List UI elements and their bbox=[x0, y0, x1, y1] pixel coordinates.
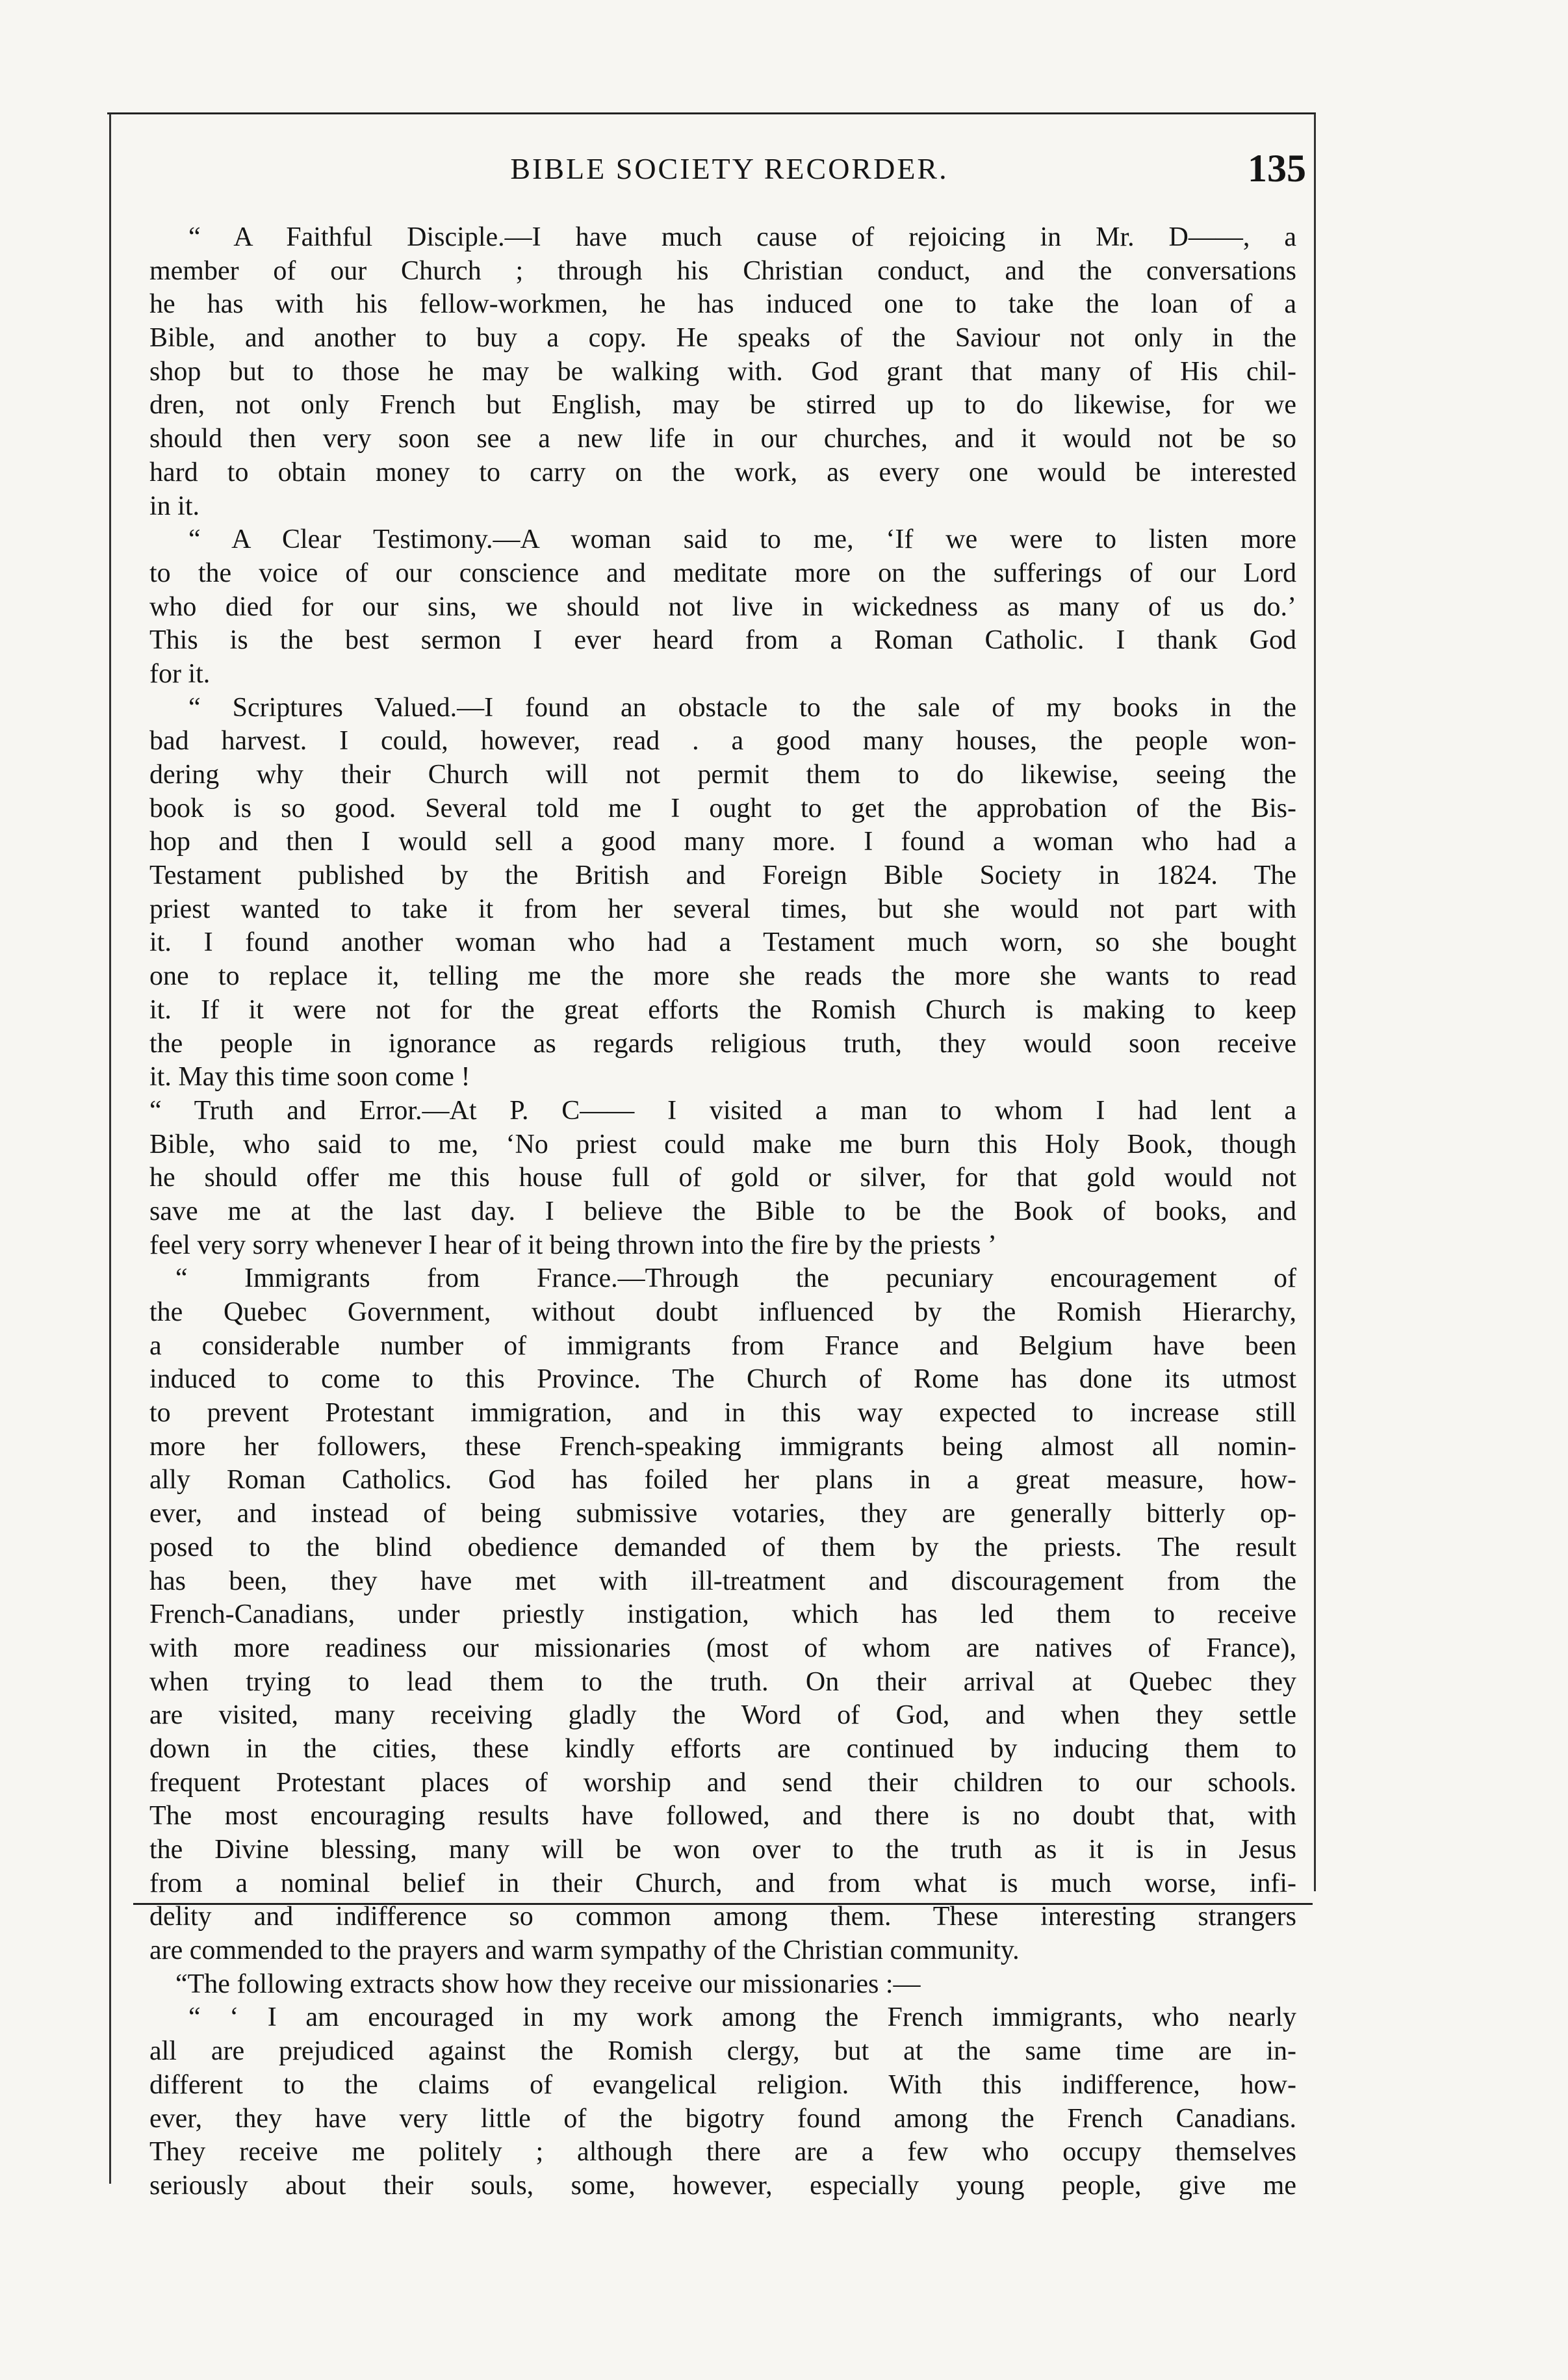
text-line: frequent Protestant places of worship and send their children to our schools. bbox=[149, 1767, 1296, 1798]
text-line: it. May this time soon come ! bbox=[149, 1062, 470, 1093]
text-line: hop and then I would sell a good many more. I found a woman who had a bbox=[149, 827, 1296, 857]
text-line: with more readiness our missionaries (most of whom are natives of France), bbox=[149, 1633, 1296, 1663]
text-line: dren, not only French but English, may be stirred up to do likewise, for we bbox=[149, 390, 1296, 420]
text-line: “ A Faithful Disciple.—I have much cause of rejoicing in Mr. D——, a bbox=[188, 222, 1296, 252]
page-frame-right-edge bbox=[1314, 114, 1316, 1891]
text-line: different to the claims of evangelical religion. With this indifference, how- bbox=[149, 2069, 1296, 2100]
text-line: in it. bbox=[149, 491, 200, 521]
text-line: save me at the last day. I believe the Bible to be the Book of books, and bbox=[149, 1196, 1296, 1226]
text-line: member of our Church ; through his Christian conduct, and the conversations bbox=[149, 255, 1296, 286]
text-line: to the voice of our conscience and meditate more on the sufferings of our Lord bbox=[149, 558, 1296, 588]
text-line: are visited, many receiving gladly the Word of God, and when they settle bbox=[149, 1700, 1296, 1731]
text-line: bad harvest. I could, however, read . a good many houses, the people won- bbox=[149, 726, 1296, 757]
page-frame-left-edge bbox=[109, 114, 111, 2184]
text-line: should then very soon see a new life in our churches, and it would not be so bbox=[149, 424, 1296, 454]
text-line: “ Truth and Error.—At P. C—— I visited a man to whom I had lent a bbox=[149, 1095, 1296, 1126]
text-line: all are prejudiced against the Romish clergy, but at the same time are in- bbox=[149, 2036, 1296, 2067]
page-header bbox=[153, 146, 1306, 198]
text-line: This is the best sermon I ever heard from a Roman Catholic. I thank God bbox=[149, 625, 1296, 656]
text-line: Bible, who said to me, ‘No priest could make me burn this Holy Book, though bbox=[149, 1129, 1296, 1159]
text-line: “ Scriptures Valued.—I found an obstacle to the sale of my books in the bbox=[188, 692, 1296, 723]
text-line: it. If it were not for the great efforts the Romish Church is making to keep bbox=[149, 994, 1296, 1025]
body-text bbox=[149, 221, 1296, 2203]
text-line: it. I found another woman who had a Testament much worn, so she bought bbox=[149, 927, 1296, 958]
text-line: more her followers, these French-speaking immigrants being almost all nomin- bbox=[149, 1431, 1296, 1462]
text-line: the people in ignorance as regards religious truth, they would soon receive bbox=[149, 1028, 1296, 1059]
text-line: hard to obtain money to carry on the work, as every one would be interested bbox=[149, 457, 1296, 487]
text-line: “ A Clear Testimony.—A woman said to me, ‘If we were to listen more bbox=[188, 524, 1296, 555]
text-line: Testament published by the British and Foreign Bible Society in 1824. The bbox=[149, 860, 1296, 891]
text-line: the Divine blessing, many will be won over to the truth as it is in Jesus bbox=[149, 1835, 1296, 1865]
text-line: The most encouraging results have followed, and there is no doubt that, with bbox=[149, 1801, 1296, 1831]
text-line: down in the cities, these kindly efforts are continued by inducing them to bbox=[149, 1733, 1296, 1764]
text-line: who died for our sins, we should not live in wickedness as many of us do.’ bbox=[149, 591, 1296, 622]
text-line: to prevent Protestant immigration, and in this way expected to increase still bbox=[149, 1398, 1296, 1429]
text-line: seriously about their souls, some, however, especially young people, give me bbox=[149, 2170, 1296, 2201]
page-frame-top-rule bbox=[107, 112, 1316, 114]
text-line: “ Immigrants from France.—Through the pecuniary encouragement of bbox=[175, 1263, 1296, 1294]
text-line: one to replace it, telling me the more she reads the more she wants to read bbox=[149, 961, 1296, 992]
text-line: They receive me politely ; although there are a few who occupy themselves bbox=[149, 2137, 1296, 2167]
text-line: “ ‘ I am encouraged in my work among the French immigrants, who nearly bbox=[188, 2002, 1296, 2033]
text-line: ever, they have very little of the bigotry found among the French Canadians. bbox=[149, 2103, 1296, 2134]
text-line: ally Roman Catholics. God has foiled her plans in a great measure, how- bbox=[149, 1465, 1296, 1495]
text-line: posed to the blind obedience demanded of them by the priests. The result bbox=[149, 1532, 1296, 1562]
text-line: delity and indifference so common among them. These interesting strangers bbox=[149, 1902, 1296, 1932]
text-line: “The following extracts show how they receive our missionaries :— bbox=[175, 1969, 921, 1999]
text-line: from a nominal belief in their Church, and from what is much worse, infi- bbox=[149, 1868, 1296, 1898]
text-line: feel very sorry whenever I hear of it being thrown into the fire by the priests ’ bbox=[149, 1230, 997, 1260]
text-line: has been, they have met with ill-treatment and discouragement from the bbox=[149, 1566, 1296, 1596]
text-line: are commended to the prayers and warm sympathy of the Christian community. bbox=[149, 1935, 1020, 1966]
text-line: Bible, and another to buy a copy. He speaks of the Saviour not only in the bbox=[149, 323, 1296, 354]
text-line: shop but to those he may be walking with. God grant that many of His chil- bbox=[149, 356, 1296, 387]
text-line: induced to come to this Province. The Church of Rome has done its utmost bbox=[149, 1364, 1296, 1395]
text-line: French-Canadians, under priestly instigation, which has led them to receive bbox=[149, 1599, 1296, 1630]
text-line: dering why their Church will not permit them to do likewise, seeing the bbox=[149, 760, 1296, 790]
text-line: priest wanted to take it from her several times, but she would not part with bbox=[149, 894, 1296, 924]
text-line: book is so good. Several told me I ought to get the approbation of the Bis- bbox=[149, 793, 1296, 823]
text-line: the Quebec Government, without doubt influenced by the Romish Hierarchy, bbox=[149, 1297, 1296, 1327]
text-line: he should offer me this house full of gold or silver, for that gold would not bbox=[149, 1163, 1296, 1193]
text-line: when trying to lead them to the truth. On their arrival at Quebec they bbox=[149, 1666, 1296, 1697]
text-line: he has with his fellow-workmen, he has induced one to take the loan of a bbox=[149, 289, 1296, 320]
text-line: a considerable number of immigrants from France and Belgium have been bbox=[149, 1330, 1296, 1361]
page-number: 135 bbox=[1248, 147, 1306, 190]
running-head: BIBLE SOCIETY RECORDER. bbox=[510, 152, 949, 185]
text-line: ever, and instead of being submissive votaries, they are generally bitterly op- bbox=[149, 1499, 1296, 1529]
text-line: for it. bbox=[149, 658, 211, 689]
